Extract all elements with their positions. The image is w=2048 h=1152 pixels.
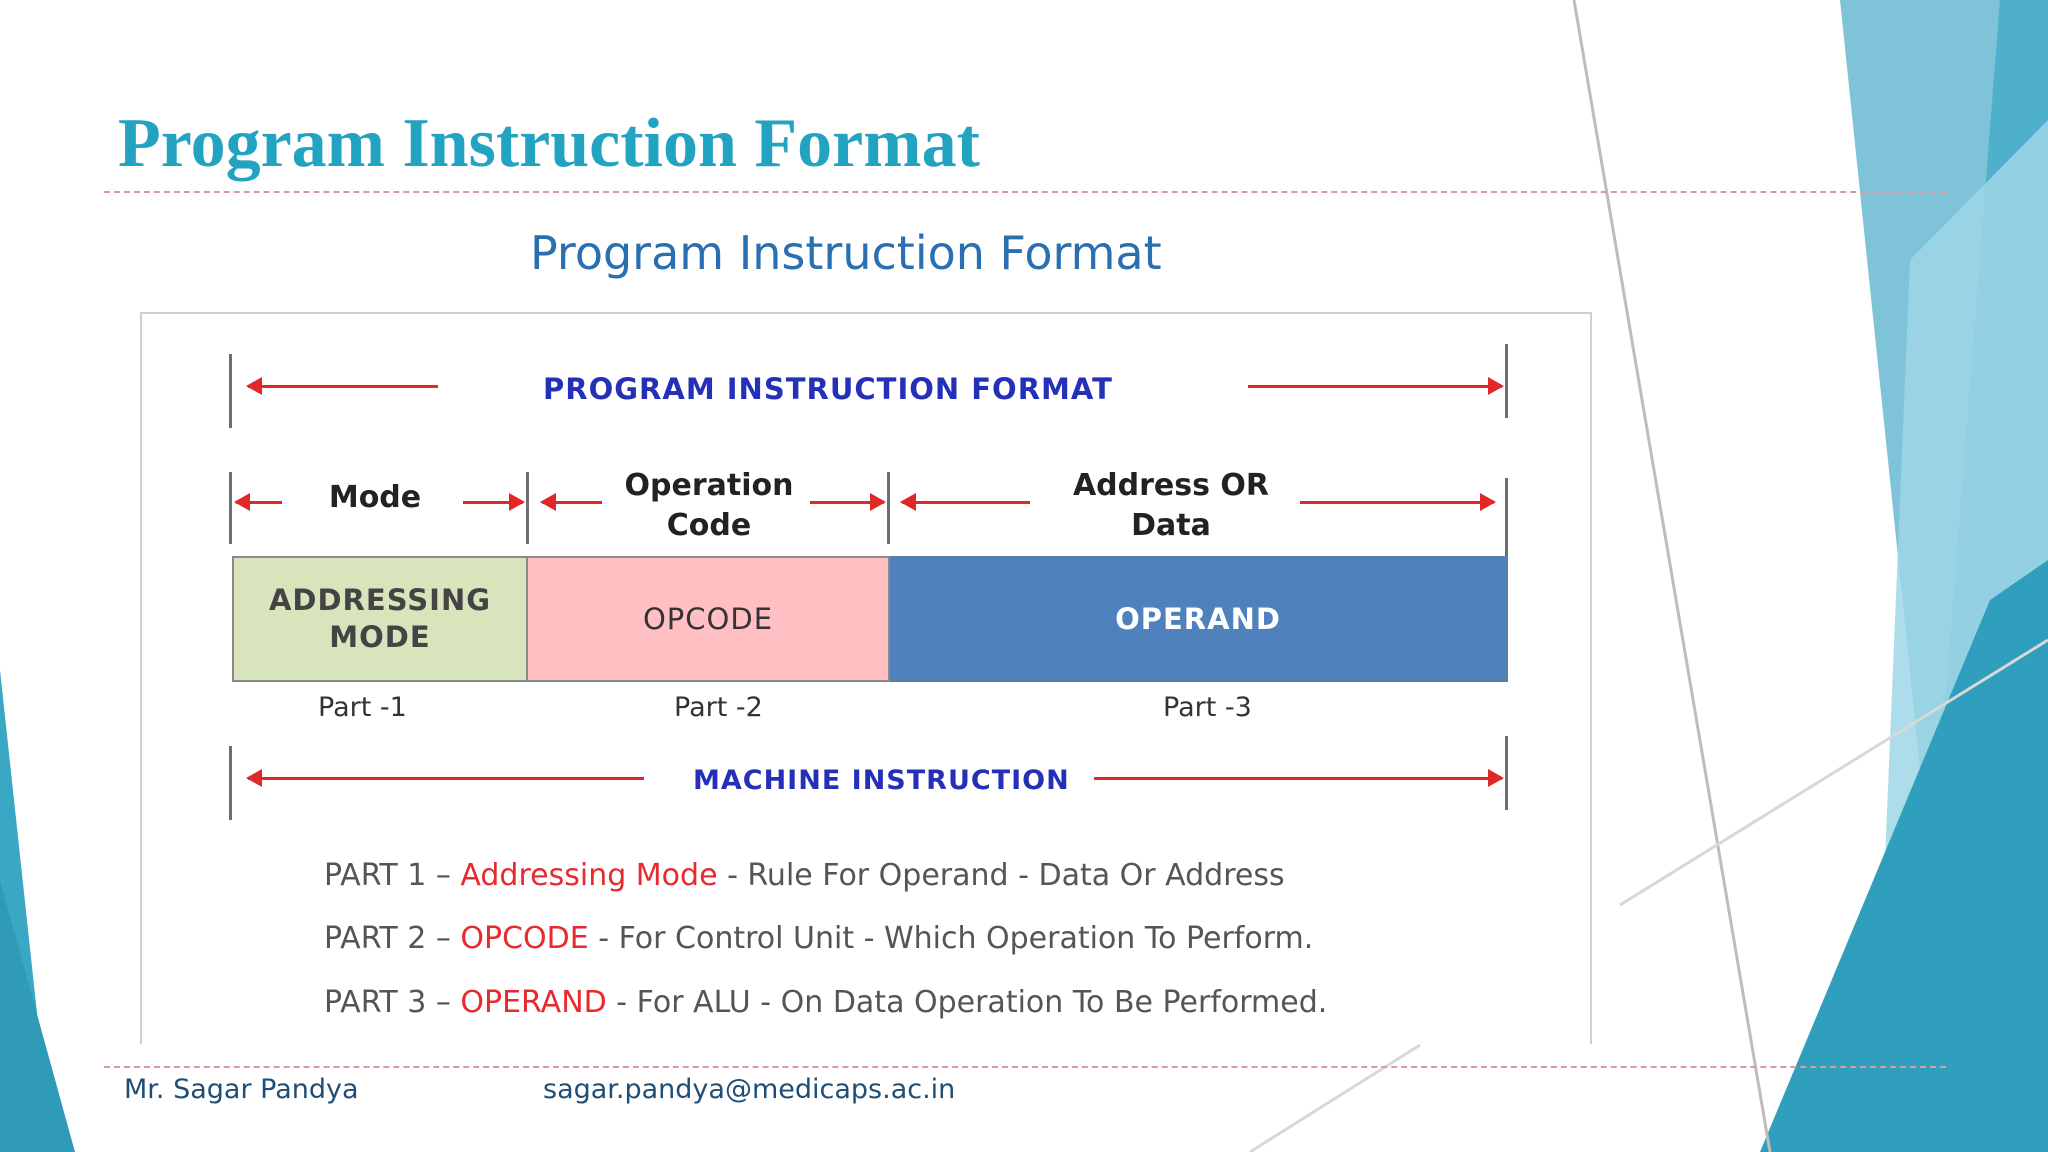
description-part-2-term: OPCODE	[460, 921, 589, 956]
opcode-right-arrow	[810, 501, 884, 504]
top-span-left-arrow	[248, 385, 438, 388]
decor-line-1	[1574, 0, 1770, 1152]
title-divider	[104, 191, 1946, 193]
description-part-3	[324, 985, 1327, 1020]
mode-left-tick	[229, 472, 232, 544]
description-part-3-rest: - For ALU - On Data Operation To Be Performed.	[606, 985, 1328, 1020]
opcode-left-arrow	[542, 501, 602, 504]
footer-divider	[104, 1066, 1946, 1068]
top-span-left-tick	[229, 354, 232, 428]
description-part-1-rest: - Rule For Operand - Data Or Address	[717, 858, 1285, 893]
opcode-block: OPCODE	[528, 556, 890, 682]
diagram-title: Program Instruction Format	[530, 226, 1162, 280]
slide-title: Program Instruction Format	[118, 105, 980, 182]
opcode-header: Operation Code	[624, 468, 794, 543]
footer-email[interactable]: sagar.pandya@medicaps.ac.in	[543, 1074, 956, 1105]
top-span-right-tick	[1505, 344, 1508, 418]
footer-author: Mr. Sagar Pandya	[124, 1074, 359, 1105]
operand-block: OPERAND	[890, 556, 1508, 682]
top-span-label: PROGRAM INSTRUCTION FORMAT	[543, 372, 1113, 406]
part-2-label: Part -2	[674, 692, 763, 723]
opcode-right-tick	[887, 472, 890, 544]
mode-right-arrow	[463, 501, 523, 504]
top-span-right-arrow	[1248, 385, 1502, 388]
operand-right-tick	[1505, 478, 1508, 556]
mode-left-arrow	[236, 501, 282, 504]
description-part-3-prefix: PART 3 –	[324, 985, 461, 1020]
bottom-span-left-tick	[229, 746, 232, 820]
bottom-span-right-tick	[1505, 736, 1508, 810]
operand-right-arrow	[1300, 501, 1494, 504]
description-part-2-prefix: PART 2 –	[324, 921, 461, 956]
description-part-1-term: Addressing Mode	[460, 858, 718, 893]
part-1-label: Part -1	[318, 692, 407, 723]
bottom-span-label: MACHINE INSTRUCTION	[693, 765, 1070, 796]
mode-right-tick	[526, 472, 529, 544]
description-part-1	[324, 858, 1285, 893]
mode-header: Mode	[328, 480, 422, 515]
bottom-span-left-arrow	[248, 777, 644, 780]
description-part-3-term: OPERAND	[460, 985, 607, 1020]
part-3-label: Part -3	[1163, 692, 1252, 723]
description-part-1-prefix: PART 1 –	[324, 858, 461, 893]
description-part-2	[324, 921, 1313, 956]
operand-header: Address OR Data	[1072, 468, 1270, 543]
operand-left-arrow	[902, 501, 1030, 504]
addressing-mode-block: ADDRESSING MODE	[232, 556, 528, 682]
decor-line-3	[1250, 1045, 1420, 1152]
bottom-span-right-arrow	[1094, 777, 1502, 780]
description-part-2-rest: - For Control Unit - Which Operation To Perform.	[588, 921, 1314, 956]
